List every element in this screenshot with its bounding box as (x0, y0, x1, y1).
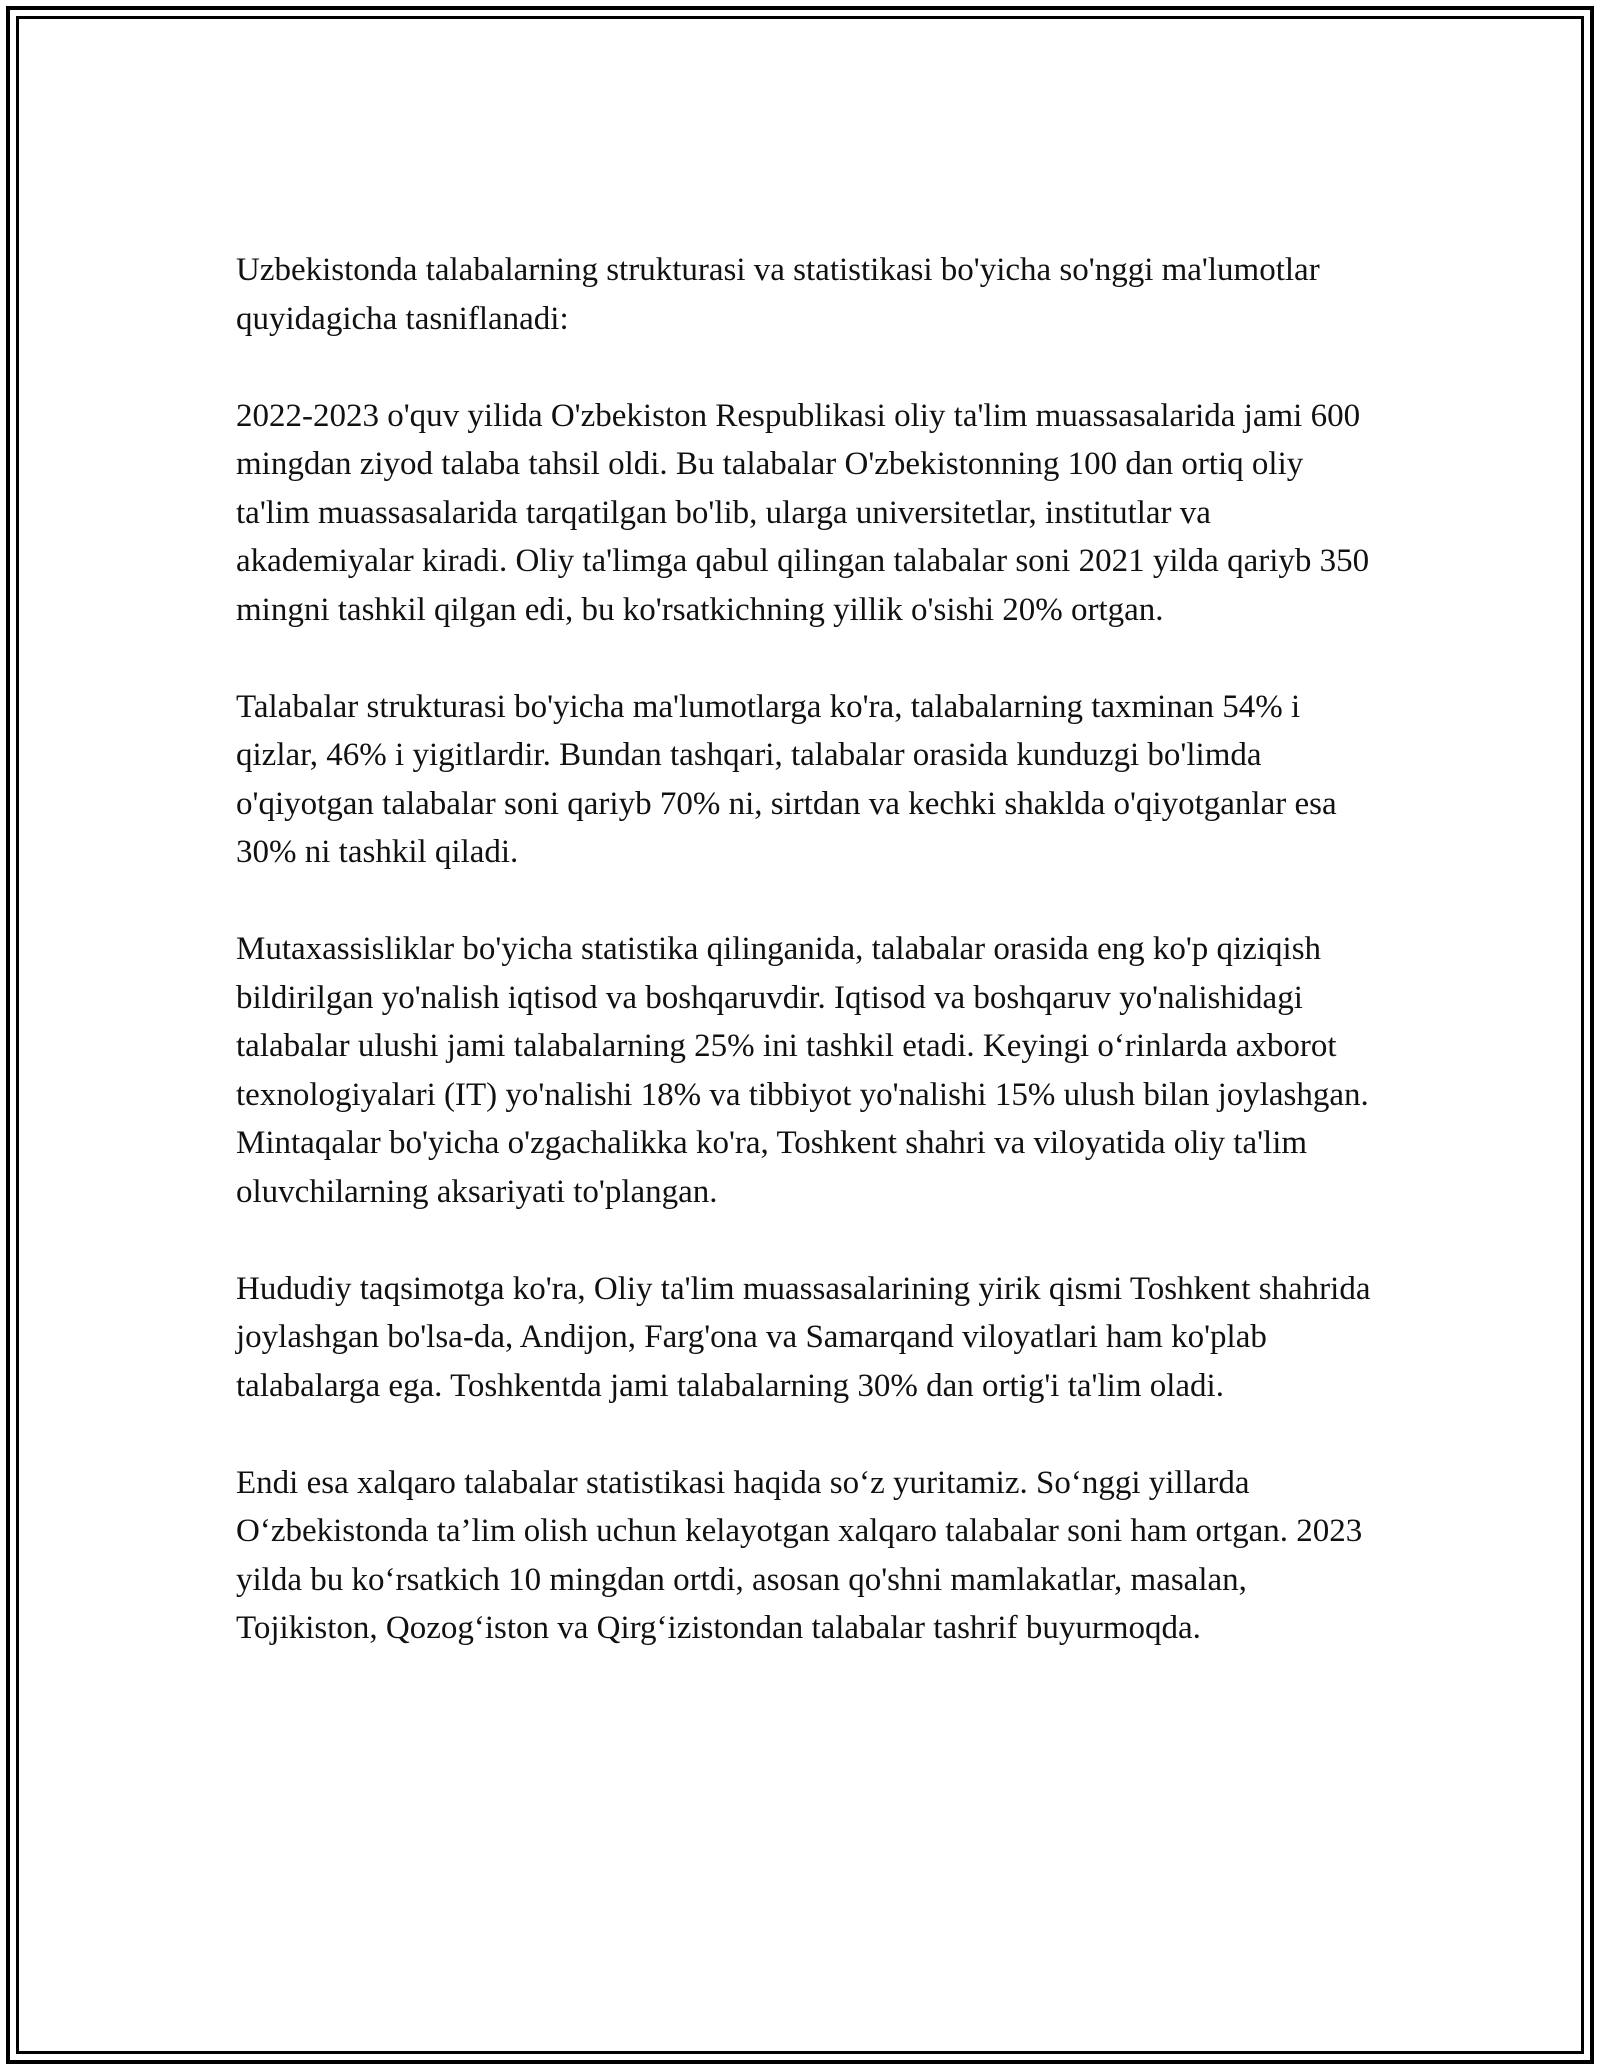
paragraph-regional: Hududiy taqsimotga ko'ra, Oliy ta'lim muassasalarining yirik qismi Toshkent shahrida joylashgan bo'lsa-da, Andijon, Farg'ona va Samarqand viloyatlari ham ko'plab talabalarga ega. Toshkentda jami talabalarning 30% dan ortig'i ta'lim oladi. (236, 1270, 1371, 1404)
paragraph-structure: Talabalar strukturasi bo'yicha ma'lumotlarga ko'ra, talabalarning taxminan 54% i qizlar, 46% i yigitlardir. Bundan tashqari, talabalar orasida kunduzgi bo'limda o'qiyotgan talabalar soni qariyb 70% ni, sirtdan va kechki shaklda o'qiyotganlar esa 30% ni tashkil qiladi. (236, 688, 1337, 870)
paragraph-intro: Uzbekistonda talabalarning strukturasi va statistikasi bo'yicha so'nggi ma'lumotlar quyidagicha tasniflanadi: (236, 252, 1320, 337)
paragraph-specialties: Mutaxassisliklar bo'yicha statistika qilinganida, talabalar orasida eng ko'p qiziqish bildirilgan yo'nalish iqtisod va boshqaruvdir. Iqtisod va boshqaruv yo'nalishidagi talabalar ulushi jami talabalarning 25% ini tashkil etadi. Keyingi o‘rinlarda axborot texnologiyalari (IT) yo'nalishi 18% va tibbiyot yo'nalishi 15% ulush bilan joylashgan. Mintaqalar bo'yicha o'zgachalikka ko'ra, Toshkent shahri va viloyatida oliy ta'lim oluvchilarning aksariyati to'plangan. (236, 931, 1369, 1210)
paragraph-enrollment: 2022-2023 o'quv yilida O'zbekiston Respublikasi oliy ta'lim muassasalarida jami 600 mingdan ziyod talaba tahsil oldi. Bu talabalar O'zbekistonning 100 dan ortiq oliy ta'lim muassasalarida tarqatilgan bo'lib, ularga universitetlar, institutlar va akademiyalar kiradi. Oliy ta'limga qabul qilingan talabalar soni 2021 yilda qariyb 350 mingni tashkil qilgan edi, bu ko'rsatkichning yillik o'sishi 20% ortgan. (236, 397, 1370, 628)
document-body (236, 246, 1376, 1701)
paragraph-international: Endi esa xalqaro talabalar statistikasi haqida so‘z yuritamiz. So‘nggi yillarda O‘zbekistonda ta’lim olish uchun kelayotgan xalqaro talabalar soni ham ortgan. 2023 yilda bu ko‘rsatkich 10 mingdan ortdi, asosan qo'shni mamlakatlar, masalan, Tojikiston, Qozog‘iston va Qirg‘izistondan talabalar tashrif buyurmoqda. (236, 1464, 1363, 1646)
